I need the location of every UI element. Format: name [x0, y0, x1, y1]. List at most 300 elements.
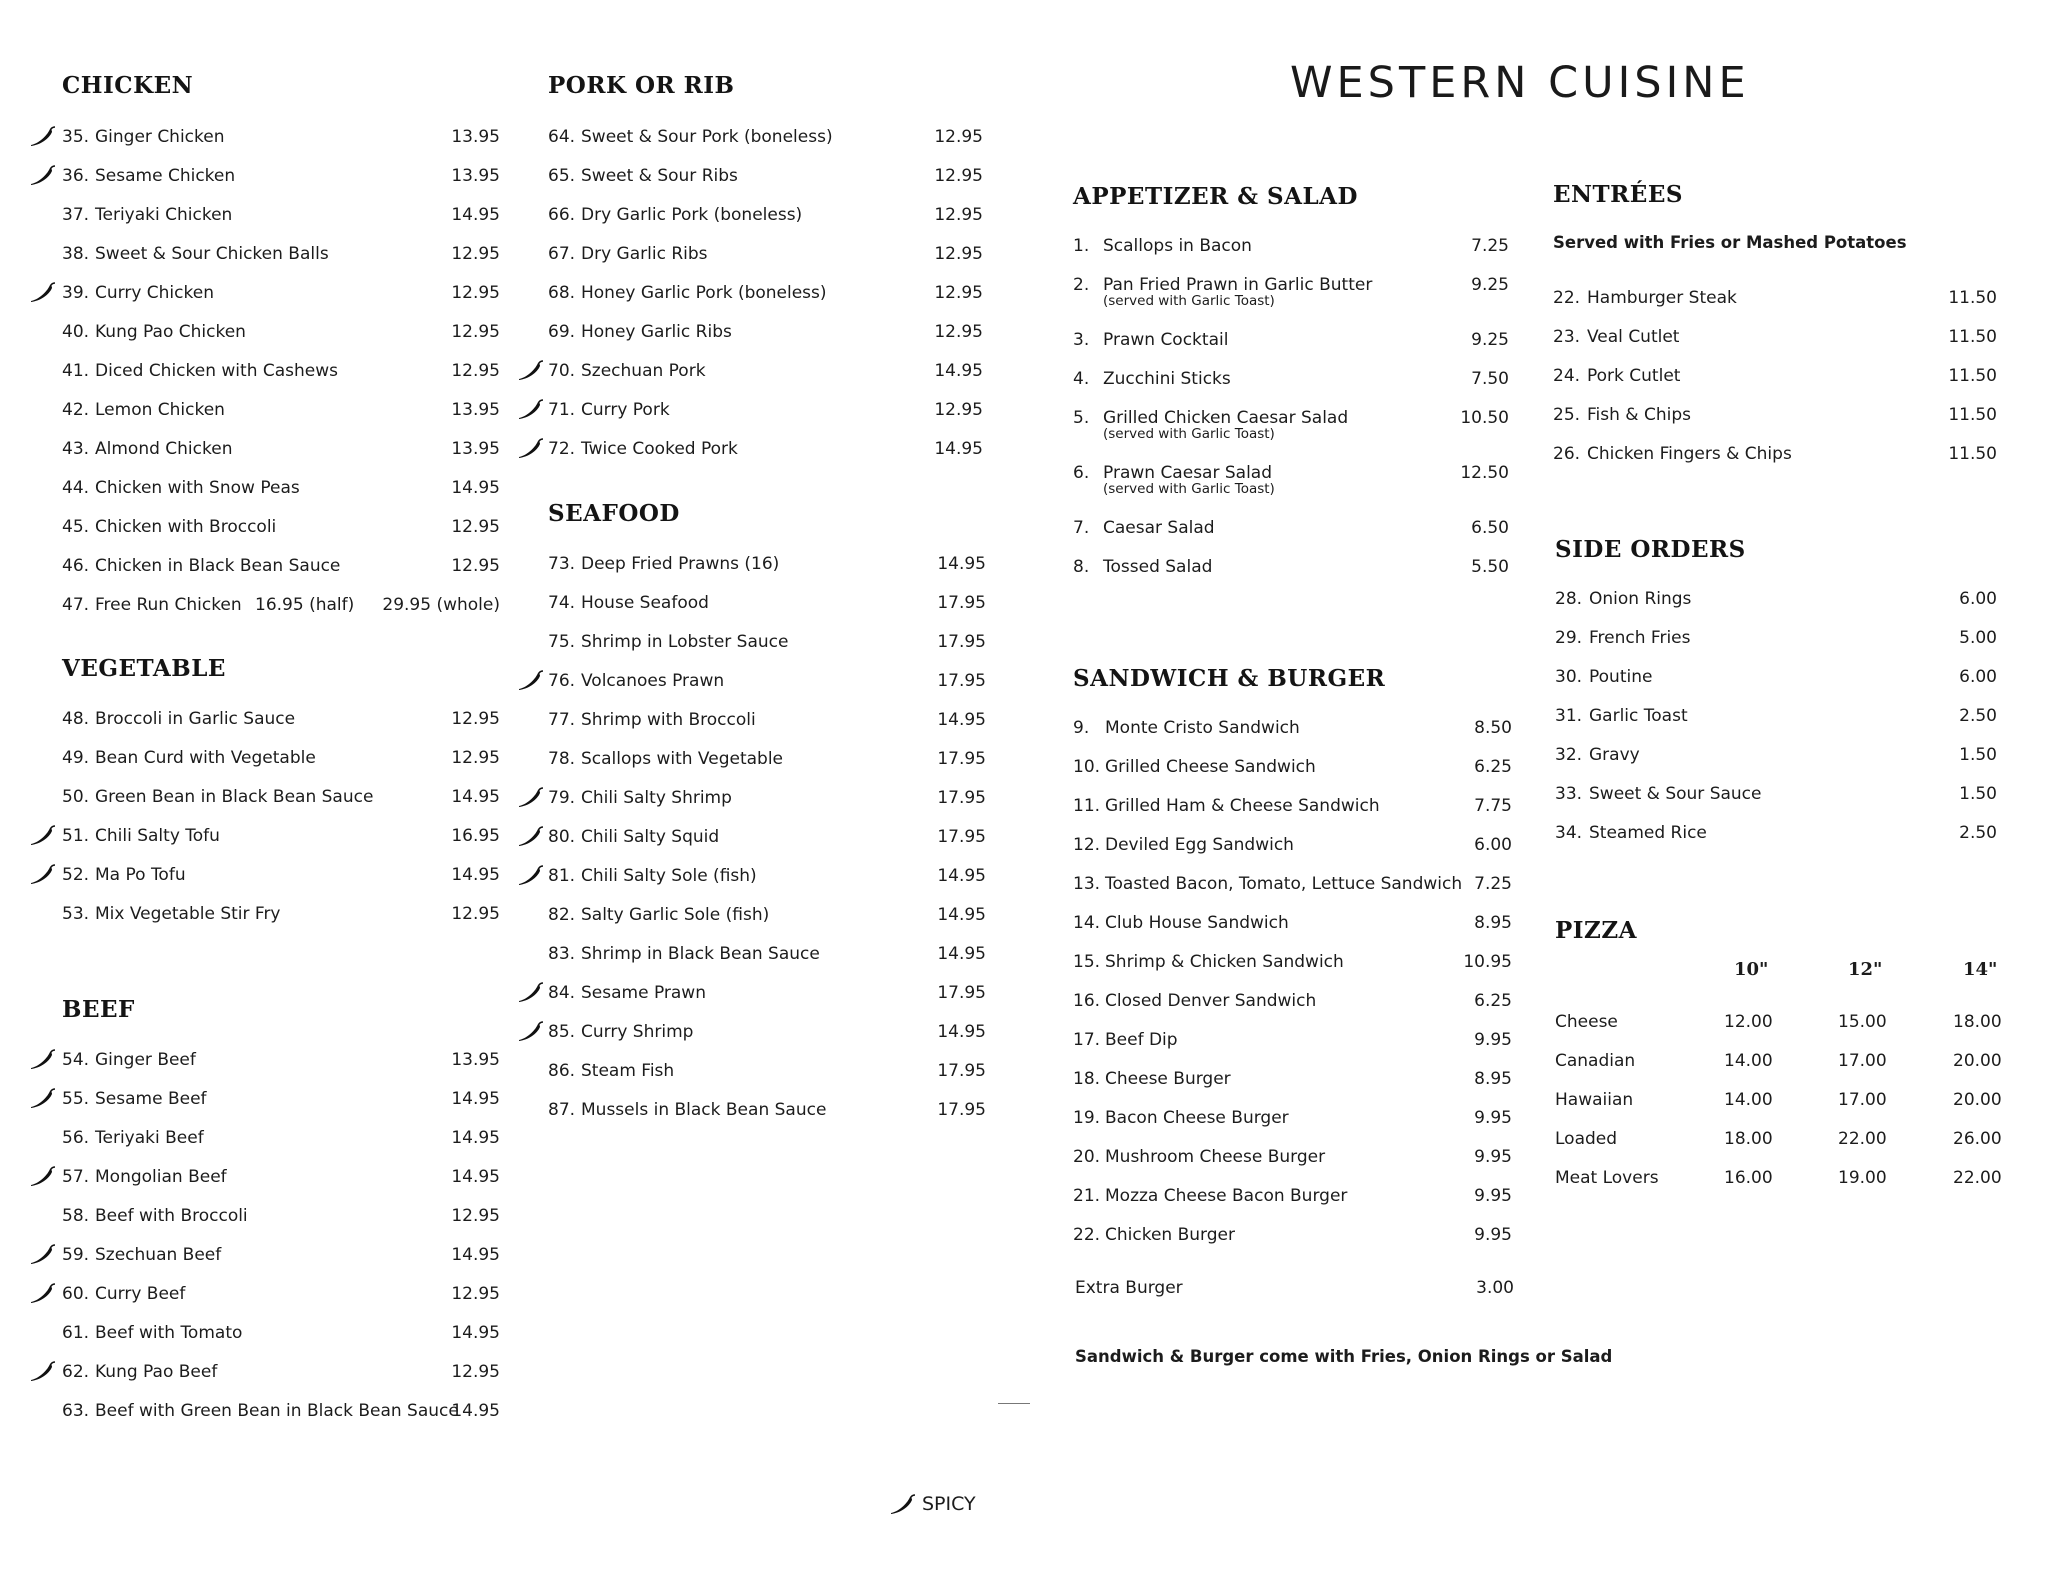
item-number: 21.: [1073, 1186, 1101, 1206]
item-number: 6.: [1073, 463, 1090, 483]
menu-item: [520, 278, 990, 308]
item-name: Tossed Salad: [1103, 557, 1213, 577]
chili-pepper-icon: [28, 126, 56, 148]
menu-item: [1553, 779, 2013, 809]
item-number: 81.: [548, 866, 576, 886]
menu-item: [1063, 1220, 1523, 1250]
item-name: Broccoli in Garlic Sauce: [95, 709, 296, 729]
menu-item: [32, 860, 502, 890]
item-number: 15.: [1073, 952, 1101, 972]
item-number: 75.: [548, 632, 576, 652]
item-number: 47.: [62, 595, 90, 615]
item-number: 68.: [548, 283, 576, 303]
item-name: Sesame Prawn: [581, 983, 706, 1003]
item-number: 74.: [548, 593, 576, 613]
item-price: 13.95: [451, 166, 500, 186]
menu-item: [520, 356, 990, 386]
menu-item: [1553, 818, 2013, 848]
item-price: 10.50: [1460, 408, 1509, 428]
item-price: 13.95: [451, 439, 500, 459]
item-price: 6.50: [1471, 518, 1509, 538]
pizza-price: 15.00: [1838, 1012, 1887, 1032]
item-name: Dry Garlic Ribs: [581, 244, 708, 264]
pizza-price: 16.00: [1724, 1168, 1773, 1188]
item-price: 5.00: [1959, 628, 1997, 648]
item-price: 7.25: [1474, 874, 1512, 894]
chili-pepper-icon: [516, 360, 544, 382]
chili-pepper-icon: [516, 787, 544, 809]
item-number: 24.: [1553, 366, 1581, 386]
menu-item: [1063, 325, 1523, 355]
legend-label: SPICY: [922, 1493, 976, 1515]
chili-pepper-icon: [28, 864, 56, 886]
item-price: 14.95: [934, 361, 983, 381]
item-price: 7.50: [1471, 369, 1509, 389]
menu-item: [520, 666, 990, 696]
item-number: 26.: [1553, 444, 1581, 464]
item-name: Ma Po Tofu: [95, 865, 186, 885]
pizza-price: 18.00: [1724, 1129, 1773, 1149]
menu-item: [520, 161, 990, 191]
item-name: Prawn Caesar Salad: [1103, 463, 1272, 483]
divider: [998, 1403, 1030, 1404]
item-number: 7.: [1073, 518, 1090, 538]
menu-item: [1063, 1181, 1523, 1211]
menu-item: [32, 1045, 502, 1075]
item-number: 22.: [1073, 1225, 1101, 1245]
menu-item: [1063, 1025, 1523, 1055]
chili-pepper-icon: [28, 1244, 56, 1266]
menu-item: [32, 704, 502, 734]
item-name: Garlic Toast: [1589, 706, 1688, 726]
item-name: Toasted Bacon, Tomato, Lettuce Sandwich: [1105, 874, 1463, 894]
chili-pepper-icon: [516, 399, 544, 421]
menu-item: [520, 939, 990, 969]
menu-item: [520, 549, 990, 579]
menu-item: [32, 200, 502, 230]
item-name: Shrimp & Chicken Sandwich: [1105, 952, 1344, 972]
item-name: Mushroom Cheese Burger: [1105, 1147, 1326, 1167]
item-number: 18.: [1073, 1069, 1101, 1089]
item-note: (served with Garlic Toast): [1103, 426, 1275, 442]
pizza-name: Loaded: [1555, 1129, 1618, 1149]
item-number: 17.: [1073, 1030, 1101, 1050]
item-number: 20.: [1073, 1147, 1101, 1167]
item-name: Teriyaki Beef: [95, 1128, 204, 1148]
item-name: Monte Cristo Sandwich: [1105, 718, 1300, 738]
menu-item: [32, 122, 502, 152]
menu-item: [520, 900, 990, 930]
item-number: 30.: [1555, 667, 1583, 687]
item-number: 53.: [62, 904, 90, 924]
menu-item: [1063, 791, 1523, 821]
menu-item: [1063, 830, 1523, 860]
item-number: 36.: [62, 166, 90, 186]
item-price: 6.25: [1474, 991, 1512, 1011]
item-price: 14.95: [934, 439, 983, 459]
item-number: 69.: [548, 322, 576, 342]
item-name: Mussels in Black Bean Sauce: [581, 1100, 827, 1120]
item-number: 35.: [62, 127, 90, 147]
item-price: 14.95: [451, 865, 500, 885]
item-price: 9.95: [1474, 1108, 1512, 1128]
item-number: 32.: [1555, 745, 1583, 765]
item-name: Mozza Cheese Bacon Burger: [1105, 1186, 1348, 1206]
menu-item: [32, 356, 502, 386]
pizza-price: 22.00: [1838, 1129, 1887, 1149]
item-name: Sesame Beef: [95, 1089, 207, 1109]
item-price: 1.50: [1959, 784, 1997, 804]
item-number: 40.: [62, 322, 90, 342]
menu-item: [520, 822, 990, 852]
item-number: 54.: [62, 1050, 90, 1070]
menu-item: [1063, 986, 1523, 1016]
item-name: Ginger Beef: [95, 1050, 196, 1070]
pizza-name: Cheese: [1555, 1012, 1618, 1032]
item-name: Beef with Green Bean in Black Bean Sauce: [95, 1401, 459, 1421]
item-note: (served with Garlic Toast): [1103, 293, 1275, 309]
item-name: Honey Garlic Ribs: [581, 322, 732, 342]
item-number: 39.: [62, 283, 90, 303]
item-name: Shrimp in Lobster Sauce: [581, 632, 789, 652]
chili-pepper-icon: [888, 1494, 916, 1516]
item-price: 13.95: [451, 127, 500, 147]
item-name: Steam Fish: [581, 1061, 675, 1081]
pizza-name: Meat Lovers: [1555, 1168, 1659, 1188]
menu-item: [32, 590, 502, 620]
item-price: 9.25: [1471, 275, 1509, 295]
menu-item: [32, 1201, 502, 1231]
item-price: 14.95: [451, 787, 500, 807]
menu-item: [32, 1240, 502, 1270]
item-name: Green Bean in Black Bean Sauce: [95, 787, 374, 807]
item-number: 14.: [1073, 913, 1101, 933]
menu-item: [1063, 1064, 1523, 1094]
item-price: 12.95: [934, 166, 983, 186]
item-number: 61.: [62, 1323, 90, 1343]
item-name: Cheese Burger: [1105, 1069, 1231, 1089]
item-number: 64.: [548, 127, 576, 147]
item-price: 14.95: [451, 1401, 500, 1421]
item-name: Curry Beef: [95, 1284, 186, 1304]
item-name: Closed Denver Sandwich: [1105, 991, 1317, 1011]
item-number: 70.: [548, 361, 576, 381]
menu-item: [32, 1279, 502, 1309]
item-price: 12.50: [1460, 463, 1509, 483]
item-number: 51.: [62, 826, 90, 846]
menu-item: [1553, 400, 2013, 430]
item-name: Sesame Chicken: [95, 166, 236, 186]
item-price: 17.95: [937, 749, 986, 769]
price-half: 16.95 (half): [255, 595, 355, 615]
item-price: 7.25: [1471, 236, 1509, 256]
item-number: 76.: [548, 671, 576, 691]
menu-item: [1553, 322, 2013, 352]
item-name: Ginger Chicken: [95, 127, 225, 147]
item-price: 6.00: [1959, 589, 1997, 609]
section-title: VEGETABLE: [62, 655, 226, 682]
item-name: Chicken in Black Bean Sauce: [95, 556, 341, 576]
pizza-name: Canadian: [1555, 1051, 1636, 1071]
menu-item: [32, 1123, 502, 1153]
item-name: Sweet & Sour Sauce: [1589, 784, 1762, 804]
section-title: PIZZA: [1555, 917, 1637, 944]
item-price: 13.95: [451, 400, 500, 420]
menu-item: [520, 627, 990, 657]
item-number: 57.: [62, 1167, 90, 1187]
item-name: Club House Sandwich: [1105, 913, 1289, 933]
item-price: 8.95: [1474, 1069, 1512, 1089]
item-number: 25.: [1553, 405, 1581, 425]
item-number: 23.: [1553, 327, 1581, 347]
item-number: 45.: [62, 517, 90, 537]
menu-item: [32, 1084, 502, 1114]
item-name: Grilled Ham & Cheese Sandwich: [1105, 796, 1380, 816]
item-price: 9.95: [1474, 1030, 1512, 1050]
item-name: Sweet & Sour Chicken Balls: [95, 244, 329, 264]
item-name: Bacon Cheese Burger: [1105, 1108, 1289, 1128]
menu-item: [1063, 752, 1523, 782]
item-price: 12.95: [451, 904, 500, 924]
pizza-price: 20.00: [1953, 1090, 2002, 1110]
item-name: Deep Fried Prawns (16): [581, 554, 780, 574]
item-number: 8.: [1073, 557, 1090, 577]
menu-item: [32, 782, 502, 812]
item-number: 11.: [1073, 796, 1101, 816]
item-name: Salty Garlic Sole (fish): [581, 905, 770, 925]
item-name: Kung Pao Chicken: [95, 322, 246, 342]
item-number: 4.: [1073, 369, 1090, 389]
item-price: 6.00: [1959, 667, 1997, 687]
chili-pepper-icon: [28, 1049, 56, 1071]
menu-item: [1553, 740, 2013, 770]
item-price: 17.95: [937, 632, 986, 652]
menu-item: [1063, 1273, 1523, 1303]
item-price: 12.95: [934, 205, 983, 225]
item-number: 60.: [62, 1284, 90, 1304]
item-price: 9.95: [1474, 1186, 1512, 1206]
item-name: Honey Garlic Pork (boneless): [581, 283, 827, 303]
menu-item: [1063, 908, 1523, 938]
chili-pepper-icon: [516, 865, 544, 887]
chili-pepper-icon: [28, 1283, 56, 1305]
item-price: 17.95: [937, 827, 986, 847]
pizza-price: 17.00: [1838, 1090, 1887, 1110]
menu-item: [1063, 270, 1523, 309]
menu-item: [1553, 623, 2013, 653]
item-price: 5.50: [1471, 557, 1509, 577]
item-price: 11.50: [1948, 444, 1997, 464]
menu-item: [32, 1357, 502, 1387]
chili-pepper-icon: [28, 282, 56, 304]
item-price: 17.95: [937, 1061, 986, 1081]
item-name: French Fries: [1589, 628, 1691, 648]
menu-item: [520, 783, 990, 813]
menu-item: [32, 395, 502, 425]
menu-item: [32, 899, 502, 929]
section-title: ENTRÉES: [1553, 181, 1683, 208]
item-number: 50.: [62, 787, 90, 807]
item-number: 63.: [62, 1401, 90, 1421]
menu-item: [520, 861, 990, 891]
pizza-row: [1553, 1085, 2013, 1115]
item-price: 6.00: [1474, 835, 1512, 855]
item-price: 14.95: [451, 1128, 500, 1148]
menu-item: [32, 473, 502, 503]
item-number: 46.: [62, 556, 90, 576]
page-title: WESTERN CUISINE: [1290, 58, 1750, 108]
footnote: Sandwich & Burger come with Fries, Onion Rings or Salad: [1075, 1347, 1613, 1366]
item-price: 17.95: [937, 671, 986, 691]
item-price: 14.95: [937, 866, 986, 886]
pizza-size-header: 12": [1848, 959, 1883, 980]
item-number: 71.: [548, 400, 576, 420]
item-price: 3.00: [1476, 1278, 1514, 1298]
item-price: 12.95: [451, 322, 500, 342]
item-name: Extra Burger: [1075, 1278, 1183, 1298]
chili-pepper-icon: [28, 1088, 56, 1110]
chili-pepper-icon: [516, 1021, 544, 1043]
item-name: Scallops with Vegetable: [581, 749, 783, 769]
section-title: SIDE ORDERS: [1555, 536, 1746, 563]
item-name: Chicken Burger: [1105, 1225, 1235, 1245]
item-number: 37.: [62, 205, 90, 225]
menu-item: [32, 743, 502, 773]
item-name: Mongolian Beef: [95, 1167, 227, 1187]
menu-item: [1063, 1103, 1523, 1133]
section-title: SANDWICH & BURGER: [1073, 665, 1386, 692]
item-number: 42.: [62, 400, 90, 420]
item-name: Sweet & Sour Pork (boneless): [581, 127, 833, 147]
menu-item: [32, 278, 502, 308]
item-name: Bean Curd with Vegetable: [95, 748, 316, 768]
item-price: 6.25: [1474, 757, 1512, 777]
menu-item: [520, 122, 990, 152]
item-number: 87.: [548, 1100, 576, 1120]
pizza-size-header: 14": [1963, 959, 1998, 980]
item-name: Shrimp with Broccoli: [581, 710, 756, 730]
item-number: 67.: [548, 244, 576, 264]
chili-pepper-icon: [28, 165, 56, 187]
menu-item: [32, 551, 502, 581]
item-name: Curry Pork: [581, 400, 670, 420]
item-price: 12.95: [451, 517, 500, 537]
chili-pepper-icon: [28, 1361, 56, 1383]
menu-item: [1553, 701, 2013, 731]
item-number: 16.: [1073, 991, 1101, 1011]
item-number: 19.: [1073, 1108, 1101, 1128]
chili-pepper-icon: [516, 670, 544, 692]
section-subtitle: Served with Fries or Mashed Potatoes: [1553, 233, 1907, 252]
item-name: Volcanoes Prawn: [581, 671, 725, 691]
item-name: Chili Salty Sole (fish): [581, 866, 757, 886]
item-name: Pan Fried Prawn in Garlic Butter: [1103, 275, 1373, 295]
menu-item: [32, 512, 502, 542]
item-number: 41.: [62, 361, 90, 381]
item-name: Chicken Fingers & Chips: [1587, 444, 1792, 464]
pizza-price: 26.00: [1953, 1129, 2002, 1149]
item-price: 8.50: [1474, 718, 1512, 738]
item-name: Zucchini Sticks: [1103, 369, 1231, 389]
item-price: 14.95: [451, 1089, 500, 1109]
item-name: Free Run Chicken: [95, 595, 242, 615]
pizza-row: [1553, 1046, 2013, 1076]
item-name: Beef with Tomato: [95, 1323, 243, 1343]
item-number: 43.: [62, 439, 90, 459]
menu-item: [520, 239, 990, 269]
item-name: House Seafood: [581, 593, 709, 613]
chili-pepper-icon: [516, 826, 544, 848]
menu-item: [1063, 1142, 1523, 1172]
menu-item: [1063, 552, 1523, 582]
menu-item: [1063, 364, 1523, 394]
item-name: Sweet & Sour Ribs: [581, 166, 738, 186]
pizza-price: 19.00: [1838, 1168, 1887, 1188]
item-name: Pork Cutlet: [1587, 366, 1681, 386]
item-name: Chili Salty Squid: [581, 827, 720, 847]
item-number: 83.: [548, 944, 576, 964]
price-whole: 29.95 (whole): [382, 595, 500, 615]
item-name: Steamed Rice: [1589, 823, 1707, 843]
item-price: 14.95: [451, 1167, 500, 1187]
menu-item: [520, 705, 990, 735]
item-number: 82.: [548, 905, 576, 925]
section-title: BEEF: [62, 996, 135, 1023]
item-price: 17.95: [937, 983, 986, 1003]
item-price: 12.95: [451, 709, 500, 729]
item-number: 10.: [1073, 757, 1101, 777]
pizza-price: 14.00: [1724, 1090, 1773, 1110]
menu-item: [1553, 662, 2013, 692]
item-price: 12.95: [451, 283, 500, 303]
item-number: 28.: [1555, 589, 1583, 609]
chili-pepper-icon: [28, 825, 56, 847]
item-price: 13.95: [451, 1050, 500, 1070]
item-number: 1.: [1073, 236, 1090, 256]
menu-item: [32, 1318, 502, 1348]
menu-item: [32, 1396, 502, 1426]
item-price: 12.95: [451, 1284, 500, 1304]
item-price: 7.75: [1474, 796, 1512, 816]
item-name: Szechuan Pork: [581, 361, 706, 381]
item-number: 62.: [62, 1362, 90, 1382]
item-price: 14.95: [937, 1022, 986, 1042]
item-name: Beef Dip: [1105, 1030, 1178, 1050]
menu-item: [1063, 513, 1523, 543]
menu-item: [1553, 283, 2013, 313]
item-name: Twice Cooked Pork: [581, 439, 738, 459]
item-number: 80.: [548, 827, 576, 847]
item-number: 22.: [1553, 288, 1581, 308]
item-price: 14.95: [451, 1323, 500, 1343]
item-number: 34.: [1555, 823, 1583, 843]
item-number: 72.: [548, 439, 576, 459]
menu-item: [32, 821, 502, 851]
item-price: 12.95: [451, 1206, 500, 1226]
menu-item: [1063, 869, 1523, 899]
item-price: 12.95: [451, 361, 500, 381]
item-number: 2.: [1073, 275, 1090, 295]
item-name: Diced Chicken with Cashews: [95, 361, 339, 381]
item-number: 12.: [1073, 835, 1101, 855]
item-price: 12.95: [451, 244, 500, 264]
menu-item: [520, 395, 990, 425]
item-number: 84.: [548, 983, 576, 1003]
item-price: 12.95: [451, 1362, 500, 1382]
item-price: 9.95: [1474, 1225, 1512, 1245]
menu-item: [1553, 584, 2013, 614]
menu-item: [520, 978, 990, 1008]
